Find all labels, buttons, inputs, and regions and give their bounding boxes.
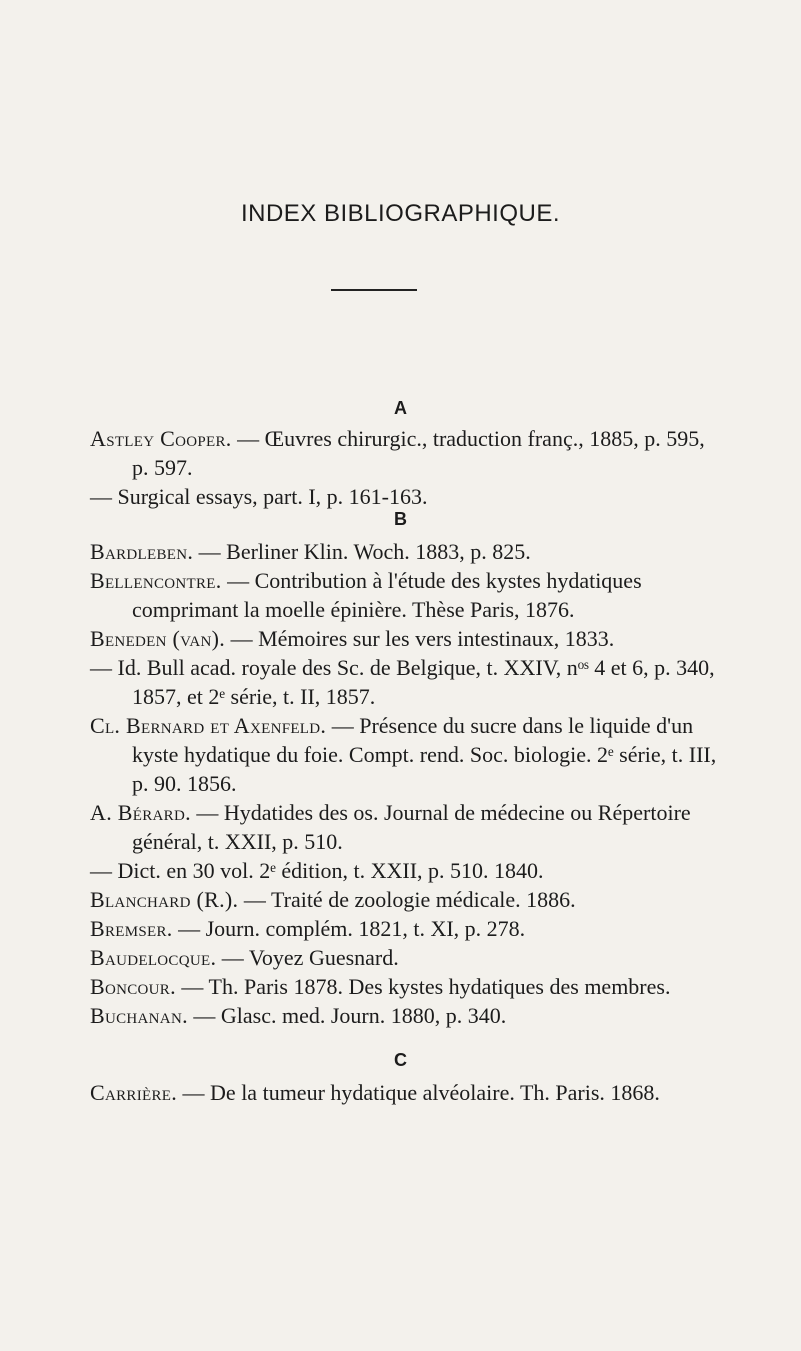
bib-entry — [90, 424, 720, 482]
entry-author: Buchanan. — [90, 1003, 188, 1028]
bib-entry — [90, 972, 720, 1001]
entry-author: Bardleben. — [90, 539, 194, 564]
entry-author: Bremser. — [90, 916, 173, 941]
entry-text: — De la tumeur hydatique alvéolaire. Th. Paris. 1868. — [177, 1080, 660, 1105]
entry-text: — Th. Paris 1878. Des kystes hydatiques des membres. — [175, 974, 671, 999]
entry-author: Boncour. — [90, 974, 176, 999]
bib-entry — [90, 624, 720, 653]
entry-text: — Contribution à l'étude des kystes hydatiques comprimant la moelle épinière. Thèse Paris, 1876. — [132, 568, 642, 622]
bib-entry — [90, 798, 720, 856]
bib-entry — [90, 537, 720, 566]
entry-author: Beneden (van). — [90, 626, 226, 651]
bib-entry — [90, 885, 720, 914]
entry-text: — Journ. complém. 1821, t. XI, p. 278. — [172, 916, 526, 941]
bib-entry — [90, 943, 720, 972]
bib-entry — [90, 914, 720, 943]
entry-author: Bellencontre. — [90, 568, 222, 593]
bib-entry — [90, 1001, 720, 1030]
entry-author: Carrière. — [90, 1080, 178, 1105]
entry-text: — Voyez Guesnard. — [216, 945, 399, 970]
entry-author: Blanchard (R.). — [90, 887, 239, 912]
entry-text: — Dict. en 30 vol. 2ᵉ édition, t. XXII, p. 510. 1840. — [90, 858, 544, 883]
section-letter-b: B — [394, 509, 407, 529]
entry-author: Astley Cooper. — [90, 426, 232, 451]
section-b-entries — [90, 537, 720, 1030]
section-letter-c: C — [394, 1050, 407, 1070]
entry-text: — Glasc. med. Journ. 1880, p. 340. — [187, 1003, 507, 1028]
entry-text: — Id. Bull acad. royale des Sc. de Belgique, t. XXIV, nᵒˢ 4 et 6, p. 340, 1857, et 2ᵉ série, t. II, 1857. — [90, 655, 715, 709]
section-c-entries — [90, 1078, 720, 1107]
entry-text: — Hydatides des os. Journal de médecine ou Répertoire général, t. XXII, p. 510. — [132, 800, 691, 854]
entry-text: — Berliner Klin. Woch. 1883, p. 825. — [193, 539, 531, 564]
bib-entry — [90, 1078, 720, 1107]
entry-text: — Surgical essays, part. I, p. 161-163. — [90, 484, 428, 509]
entry-author: Baudelocque. — [90, 945, 217, 970]
entry-author: A. Bérard. — [90, 800, 191, 825]
page-title: INDEX BIBLIOGRAPHIQUE. — [240, 200, 561, 227]
bib-entry — [90, 482, 720, 511]
bib-entry — [90, 711, 720, 798]
bib-entry — [90, 566, 720, 624]
bib-entry — [90, 653, 720, 711]
section-a-entries — [90, 424, 720, 511]
entry-author: Cl. Bernard et Axenfeld. — [90, 713, 327, 738]
entry-text: — Présence du sucre dans le liquide d'un kyste hydatique du foie. Compt. rend. Soc. biologie. 2ᵉ série, t. III, p. 90. 1856. — [132, 713, 717, 796]
entry-text: — Œuvres chirurgic., traduction franç., 1885, p. 595, p. 597. — [132, 426, 705, 480]
section-letter-a: A — [394, 398, 407, 418]
title-divider — [331, 289, 417, 291]
entry-text: — Traité de zoologie médicale. 1886. — [238, 887, 576, 912]
bib-entry — [90, 856, 720, 885]
entry-text: — Mémoires sur les vers intestinaux, 1833. — [225, 626, 615, 651]
